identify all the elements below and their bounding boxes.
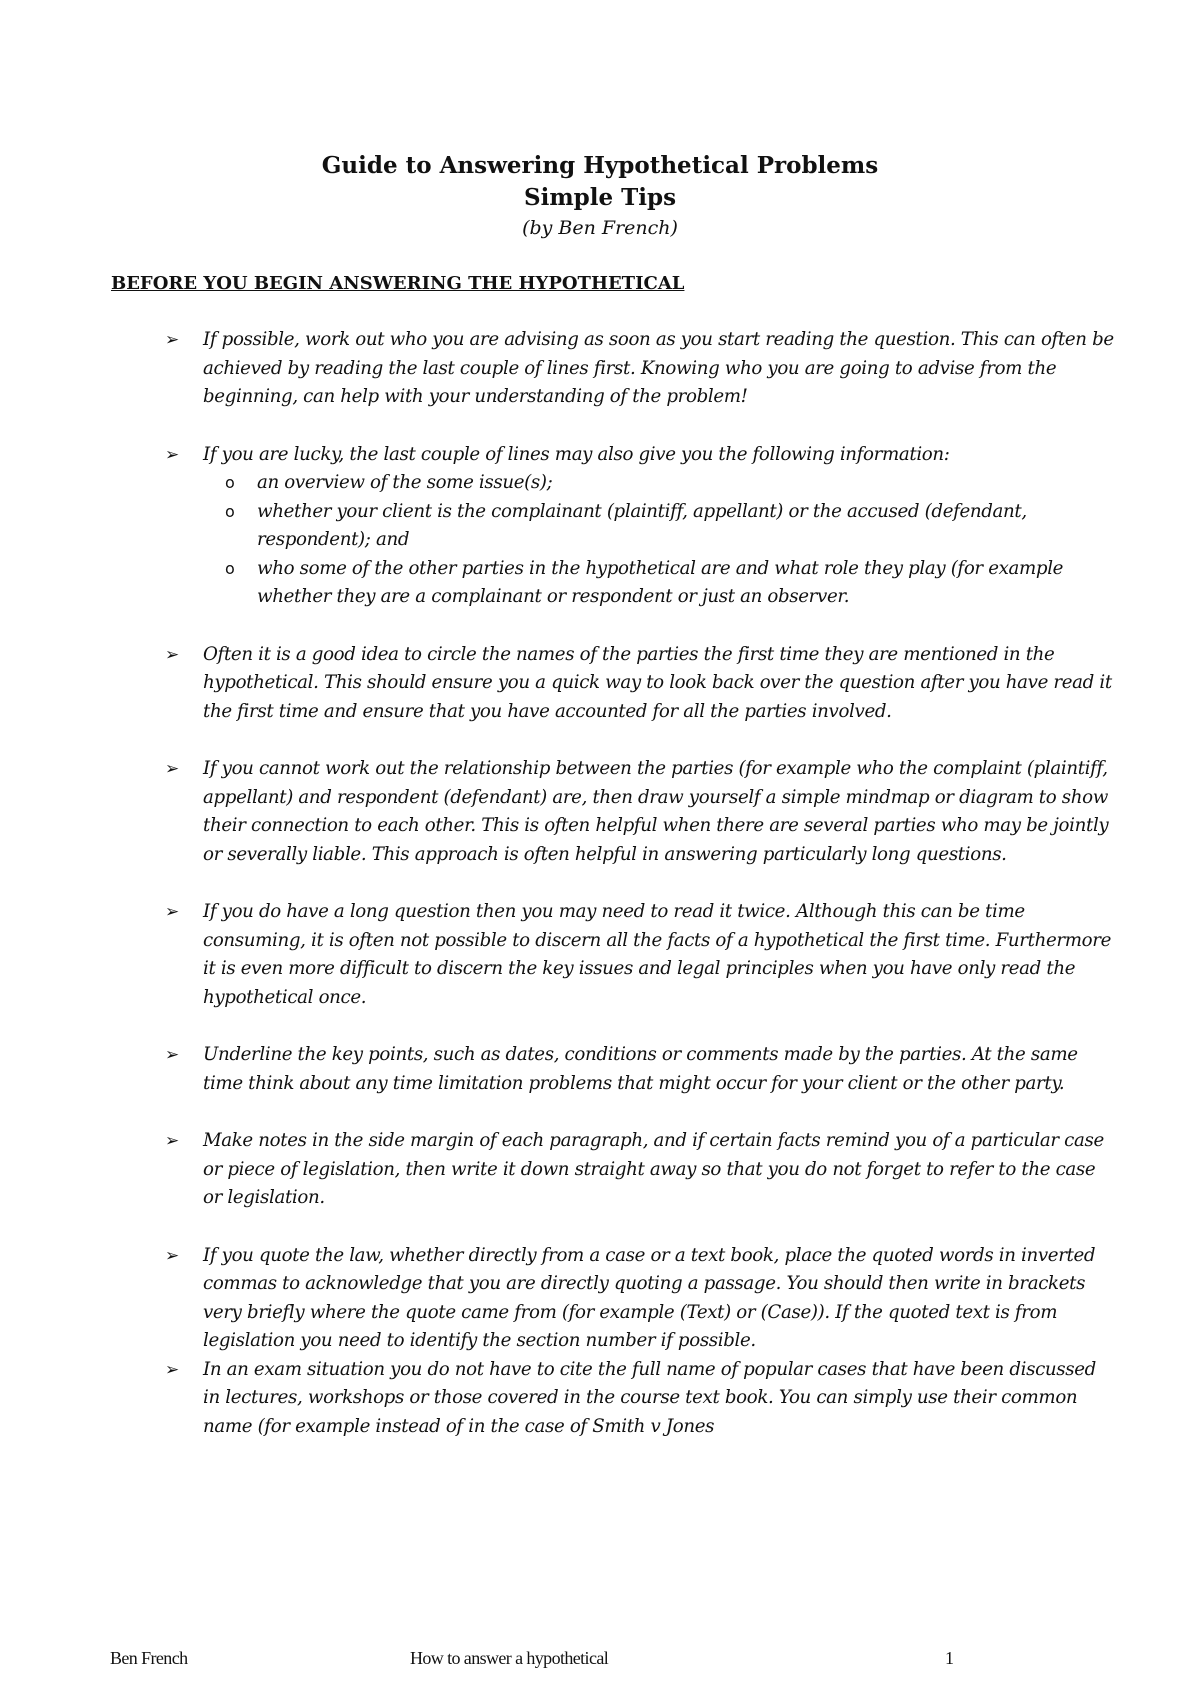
sublist-item-text: an overview of the some issue(s); xyxy=(257,472,553,493)
footer-author: Ben French xyxy=(110,1648,188,1668)
arrow-bullet-icon: ➢ xyxy=(165,1245,179,1266)
tip-text: If you do have a long question then you may need to read it twice. Although this can be time consuming, it is often not possible to discern all the facts of a hypothetical the first time. Furthermore it is even more difficult to discern the key issues and legal principles when you have only read the hypothetical once. xyxy=(203,901,1111,1008)
tip-text: If you cannot work out the relationship between the parties (for example who the complaint (plaintiff, appellant) and respondent (defendant) are, then draw yourself a simple mindmap or diagram to show their connection to each other. This is often helpful when there are several parties who may be jointly or severally liable. This approach is often helpful in answering particularly long questions. xyxy=(203,758,1109,865)
tip-text: In an exam situation you do not have to cite the full name of popular cases that have been discussed in lectures, workshops or those covered in the course text book. You can simply use their common name (for example instead of in the case of Smith v Jones xyxy=(203,1358,1096,1437)
tips-list xyxy=(165,326,1115,1470)
sublist-item-text: who some of the other parties in the hypothetical are and what role they play (for example whether they are a complainant or respondent or just an observer. xyxy=(257,557,1064,607)
arrow-bullet-icon: ➢ xyxy=(165,644,179,665)
arrow-bullet-icon: ➢ xyxy=(165,444,179,465)
section-heading: BEFORE YOU BEGIN ANSWERING THE HYPOTHETICAL xyxy=(111,273,685,294)
page-footer xyxy=(0,1648,1200,1678)
arrow-bullet-icon: ➢ xyxy=(165,1045,179,1065)
tip-item xyxy=(165,1356,1115,1442)
circle-bullet-icon: o xyxy=(225,558,235,578)
tip-item xyxy=(165,1242,1115,1356)
document-title: Guide to Answering Hypothetical Problems xyxy=(321,152,879,179)
footer-page-number: 1 xyxy=(945,1648,954,1668)
document-byline: (by Ben French) xyxy=(522,217,678,239)
tip-text: Underline the key points, such as dates, conditions or comments made by the parties. At the same time think about any time limitation problems that might occur for your client or the other party. xyxy=(203,1044,1078,1094)
tip-item xyxy=(165,1041,1115,1098)
footer-document-name: How to answer a hypothetical xyxy=(410,1648,609,1668)
arrow-bullet-icon: ➢ xyxy=(165,902,179,922)
tip-text: If you quote the law, whether directly from a case or a text book, place the quoted words in inverted commas to acknowledge that you are directly quoting a passage. You should then write in brackets very briefly where the quote came from (for example (Text) or (Case)). If the quoted text is from legislation you need to identify the section number if possible. xyxy=(203,1244,1096,1351)
title-block xyxy=(0,150,1200,242)
tip-item xyxy=(165,898,1115,1012)
tip-text: Make notes in the side margin of each paragraph, and if certain facts remind you of a particular case or piece of legislation, then write it down straight away so that you do not forget to refer to the case or legislation. xyxy=(203,1130,1104,1208)
tip-text: If you are lucky, the last couple of lines may also give you the following information: xyxy=(203,443,950,465)
sublist-item-text: whether your client is the complainant (plaintiff, appellant) or the accused (defendant, respondent); and xyxy=(257,500,1027,550)
circle-bullet-icon: o xyxy=(225,473,235,492)
arrow-bullet-icon: ➢ xyxy=(165,759,179,779)
tip-sublist xyxy=(203,469,1115,612)
sublist-item xyxy=(203,469,1115,498)
tip-item xyxy=(165,326,1115,412)
tip-item xyxy=(165,1127,1115,1213)
sublist-item xyxy=(203,498,1115,555)
tip-text: If possible, work out who you are advising as soon as you start reading the question. This can often be achieved by reading the last couple of lines first. Knowing who you are going to advise from the beginning, can help with your understanding of the problem! xyxy=(203,329,1114,407)
sublist-item xyxy=(203,555,1115,612)
arrow-bullet-icon: ➢ xyxy=(165,330,179,350)
circle-bullet-icon: o xyxy=(225,501,235,521)
document-subtitle: Simple Tips xyxy=(523,184,677,211)
tip-item xyxy=(165,641,1115,727)
arrow-bullet-icon: ➢ xyxy=(165,1131,179,1151)
tip-text: Often it is a good idea to circle the names of the parties the first time they are mentioned in the hypothetical. This should ensure you a quick way to look back over the question after you have read it the first time and ensure that you have accounted for all the parties involved. xyxy=(203,643,1112,722)
arrow-bullet-icon: ➢ xyxy=(165,1359,179,1380)
tip-item xyxy=(165,755,1115,869)
tip-item xyxy=(165,441,1115,612)
